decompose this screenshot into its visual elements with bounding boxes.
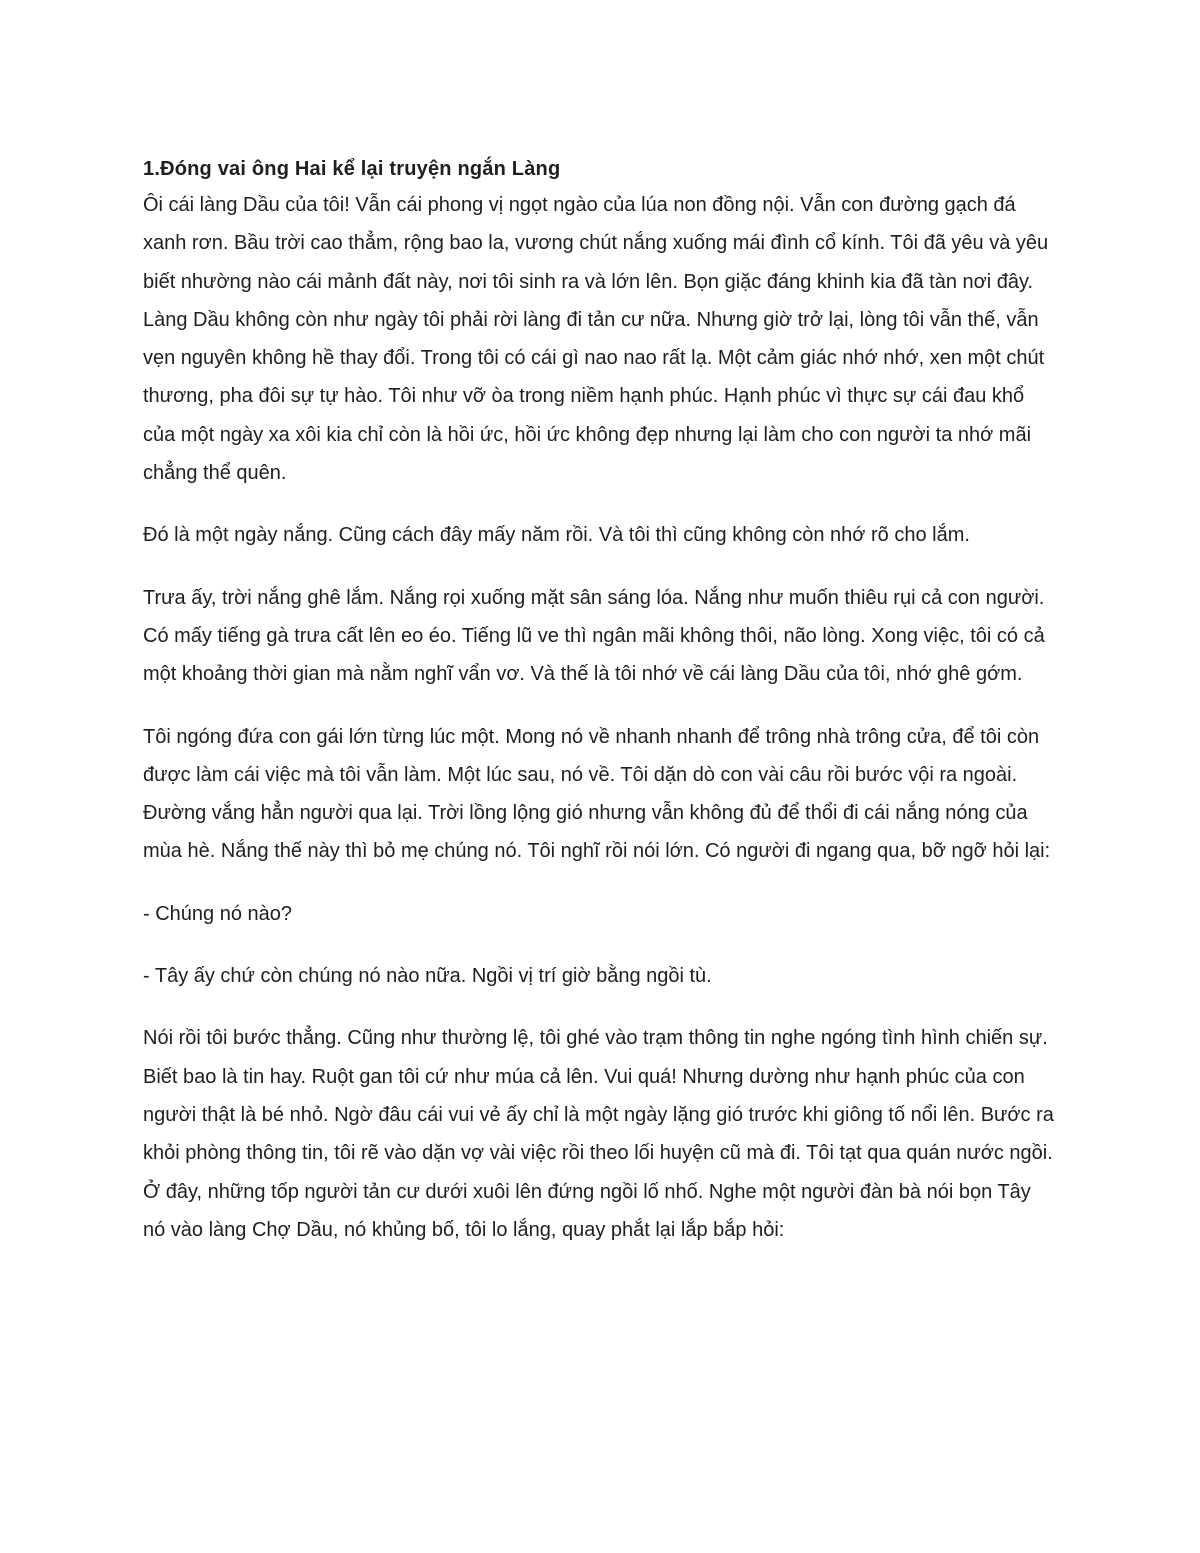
dialogue-line-1: - Chúng nó nào? <box>143 902 293 925</box>
document-page <box>143 152 1058 1273</box>
paragraph-4: Tôi ngóng đứa con gái lớn từng lúc một. Mong nó về nhanh nhanh để trông nhà trông cửa, để tôi còn được làm cái việc mà tôi vẫn làm. Một lúc sau, nó về. Tôi dặn dò con vài câu rồi bước vội ra ngoài. Đường vắng hẳn người qua lại. Trời lồng lộng gió nhưng vẫn không đủ để thổi đi cái nắng nóng của mùa hè. Nắng thế này thì bỏ mẹ chúng nó. Tôi nghĩ rồi nói lớn. Có người đi ngang qua, bỡ ngỡ hỏi lại: <box>143 725 1051 863</box>
paragraph-5: Nói rồi tôi bước thẳng. Cũng như thường lệ, tôi ghé vào trạm thông tin nghe ngóng tình hình chiến sự. Biết bao là tin hay. Ruột gan tôi cứ như múa cả lên. Vui quá! Nhưng dường như hạnh phúc của con người thật là bé nhỏ. Ngờ đâu cái vui vẻ ấy chỉ là một ngày lặng gió trước khi giông tố nổi lên. Bước ra khỏi phòng thông tin, tôi rẽ vào dặn vợ vài việc rồi theo lối huyện cũ mà đi. Tôi tạt qua quán nước ngồi. Ở đây, những tốp người tản cư dưới xuôi lên đứng ngồi lố nhố. Nghe một người đàn bà nói bọn Tây nó vào làng Chợ Dầu, nó khủng bố, tôi lo lắng, quay phắt lại lắp bắp hỏi: <box>143 1027 1054 1241</box>
paragraph-2: Đó là một ngày nắng. Cũng cách đây mấy năm rồi. Và tôi thì cũng không còn nhớ rõ cho lắm. <box>143 524 970 547</box>
paragraph-1: Ôi cái làng Dầu của tôi! Vẫn cái phong vị ngọt ngào của lúa non đồng nội. Vẫn con đường gạch đá xanh rơn. Bầu trời cao thẳm, rộng bao la, vương chút nắng xuống mái đình cổ kính. Tôi đã yêu và yêu biết nhường nào cái mảnh đất này, nơi tôi sinh ra và lớn lên. Bọn giặc đáng khinh kia đã tàn nơi đây. Làng Dầu không còn như ngày tôi phải rời làng đi tản cư nữa. Nhưng giờ trở lại, lòng tôi vẫn thế, vẫn vẹn nguyên không hề thay đổi. Trong tôi có cái gì nao nao rất lạ. Một cảm giác nhớ nhớ, xen một chút thương, pha đôi sự tự hào. Tôi như vỡ òa trong niềm hạnh phúc. Hạnh phúc vì thực sự cái đau khổ của một ngày xa xôi kia chỉ còn là hồi ức, hồi ức không đẹp nhưng lại làm cho con người ta nhớ mãi chẳng thể quên. <box>143 194 1049 485</box>
paragraph-3: Trưa ấy, trời nắng ghê lắm. Nắng rọi xuống mặt sân sáng lóa. Nắng như muốn thiêu rụi cả con người. Có mấy tiếng gà trưa cất lên eo éo. Tiếng lũ ve thì ngân mãi không thôi, não lòng. Xong việc, tôi có cả một khoảng thời gian mà nằm nghĩ vẩn vơ. Và thế là tôi nhớ về cái làng Dầu của tôi, nhớ ghê gớm. <box>143 586 1045 686</box>
dialogue-line-2: - Tây ấy chứ còn chúng nó nào nữa. Ngồi vị trí giờ bằng ngồi tù. <box>143 965 712 988</box>
document-title: 1.Đóng vai ông Hai kể lại truyện ngắn Làng <box>143 158 561 180</box>
